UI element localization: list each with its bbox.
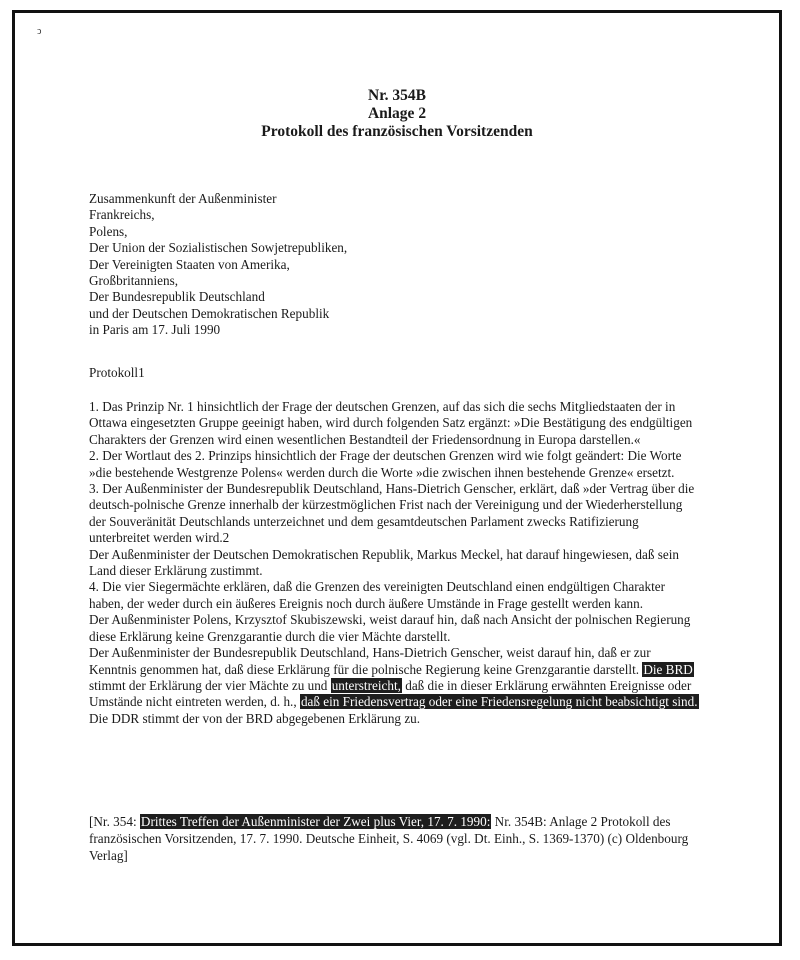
address-line: und der Deutschen Demokratischen Republik	[89, 305, 330, 321]
address-line: Polens,	[89, 223, 128, 239]
address-line: Der Bundesrepublik Deutschland	[89, 289, 265, 305]
highlighted-text: Die BRD	[643, 661, 693, 677]
paragraph-2: 2. Der Wortlaut des 2. Prinzips hinsichtlich der Frage der deutschen Grenzen wird wie folgt geändert: Die Worte »die bestehende Westgrenze Polens« werden durch die Worte »die zwischen ihnen bestehende Grenze« ersetzt.	[89, 448, 682, 480]
document-page	[12, 10, 782, 946]
paragraph-7-text: stimmt der Erklärung der vier Mächte zu und	[89, 677, 331, 693]
citation-text: Nr. 354B: Anlage 2 Protokoll des französischen Vorsitzenden, 17. 7. 1990. Deutsche Einheit, S. 4069 (vgl. Dt. Einh., S. 1369-1370) (c) Oldenbourg Verlag]	[89, 814, 689, 863]
document-number: Nr. 354B	[368, 87, 426, 104]
highlighted-text: daß ein Friedensvertrag oder eine Friedensregelung nicht beabsichtigt sind.	[300, 694, 698, 710]
corner-mark: ↄ	[37, 26, 42, 37]
document-title: Protokoll des französischen Vorsitzenden	[261, 123, 533, 140]
paragraph-7-text: Der Außenminister der Bundesrepublik Deutschland, Hans-Dietrich Genscher, weist darauf hin, daß er zur Kenntnis genommen hat, daß diese Erklärung für die polnische Regierung keine Grenzgarantie darstellt.	[89, 645, 651, 677]
address-line: Der Vereinigten Staaten von Amerika,	[89, 256, 290, 272]
paragraph-7-text: Die DDR stimmt der von der BRD abgegebenen Erklärung zu.	[89, 710, 421, 726]
paragraph-7	[89, 645, 701, 727]
protocol-body	[89, 399, 701, 727]
paragraph-3: 3. Der Außenminister der Bundesrepublik Deutschland, Hans-Dietrich Genscher, erklärt, daß »der Vertrag über die deutsch-polnische Grenze innerhalb der kürzestmöglichen Frist nach der Vereinigung und der Wiederherstellung der Souveränität Deutschlands unterzeichnet und dem gesamtdeutschen Parlament zwecks Ratifizierung unterbreitet werden wird.2	[89, 481, 695, 546]
highlighted-text: unterstreicht,	[331, 677, 401, 693]
paragraph-1: 1. Das Prinzip Nr. 1 hinsichtlich der Frage der deutschen Grenzen, auf das sich die sechs Mitgliedstaaten der in Ottawa eingesetzten Gruppe geeinigt haben, wird durch folgenden Satz ergänzt: »Die Bestätigung des endgültigen Charakters der Grenzen wird einen wesentlichen Bestandteil der Friedensordnung in Europa darstellen.«	[89, 399, 693, 447]
source-citation	[89, 813, 715, 864]
citation-text: [Nr. 354:	[89, 814, 140, 829]
address-line: Frankreichs,	[89, 207, 155, 223]
protocol-label: Protokoll1	[89, 365, 145, 380]
address-line: Zusammenkunft der Außenminister	[89, 191, 277, 206]
paragraph-5: 4. Die vier Siegermächte erklären, daß die Grenzen des vereinigten Deutschland einen endgültigen Charakter haben, der weder durch ein äußeres Ereignis noch durch äußere Umstände in Frage gestellt werden kann.	[89, 579, 665, 611]
annex-label: Anlage 2	[367, 105, 427, 122]
paragraph-7-text: daß die in dieser Erklärung erwähnten Ereignisse oder Umstände nicht eintreten werden, d. h.,	[89, 677, 692, 710]
address-line: Großbritanniens,	[89, 273, 178, 289]
address-line: in Paris am 17. Juli 1990	[89, 322, 221, 338]
document-heading	[15, 87, 779, 141]
highlighted-text: Drittes Treffen der Außenminister der Zwei plus Vier, 17. 7. 1990:	[140, 814, 491, 829]
address-line: Der Union der Sozialistischen Sowjetrepubliken,	[89, 240, 348, 256]
paragraph-4: Der Außenminister der Deutschen Demokratischen Republik, Markus Meckel, hat darauf hingewiesen, daß sein Land dieser Erklärung zustimmt.	[89, 546, 679, 579]
paragraph-6: Der Außenminister Polens, Krzysztof Skubiszewski, weist darauf hin, daß nach Ansicht der polnischen Regierung diese Erklärung keine Grenzgarantie durch die vier Mächte darstellt.	[89, 612, 691, 644]
meeting-address-block	[89, 191, 729, 339]
